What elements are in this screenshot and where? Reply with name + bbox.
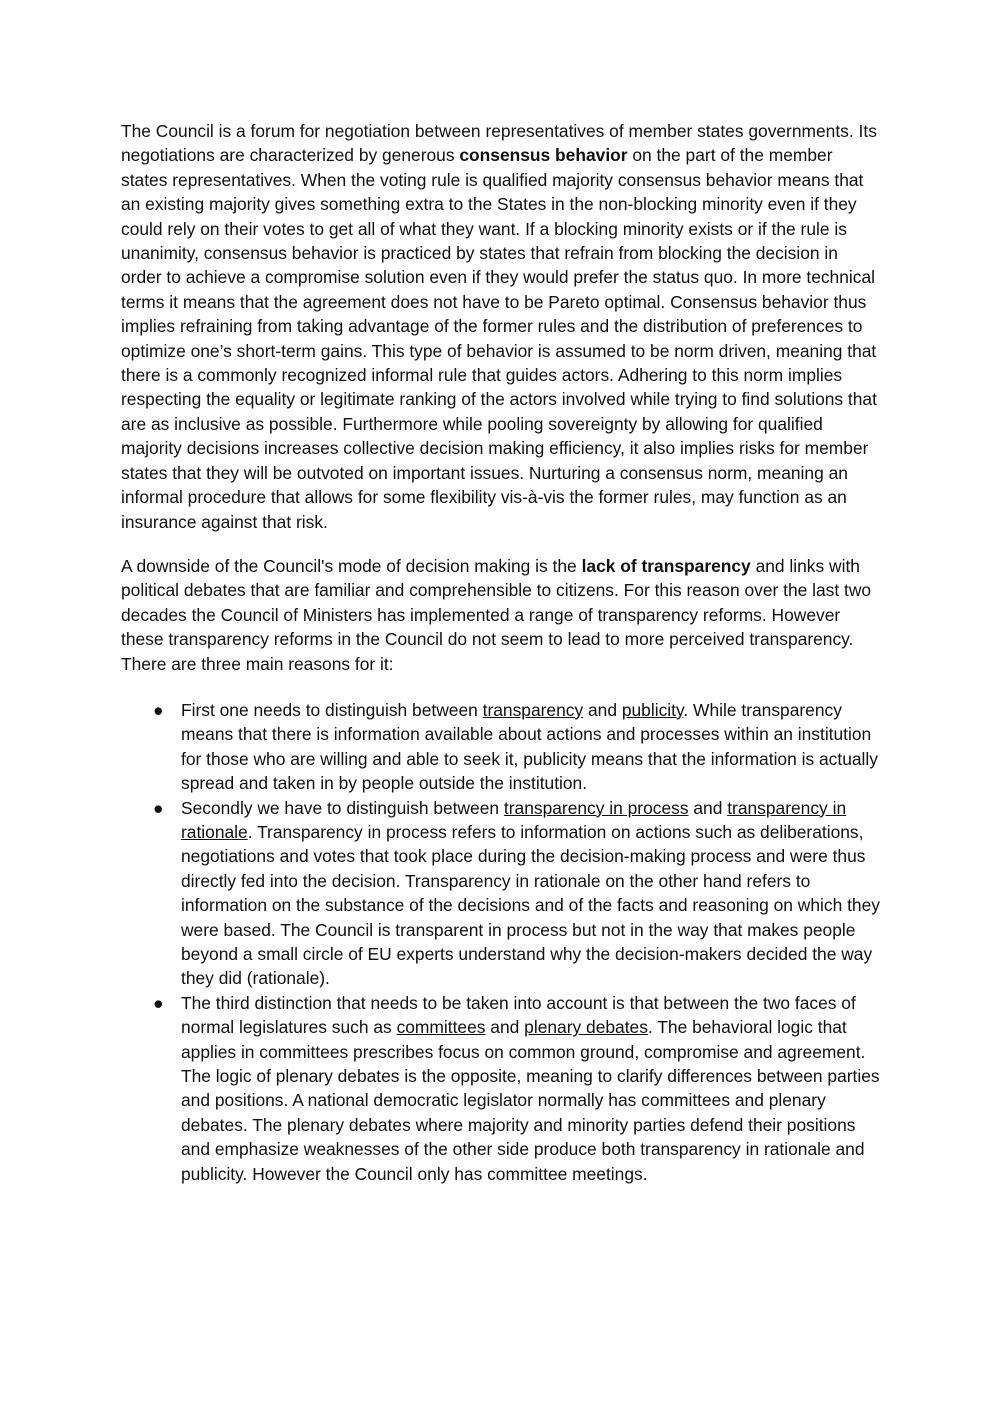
- underlined-term: publicity: [621, 699, 684, 720]
- underlined-term: committees: [396, 1017, 486, 1038]
- list-item-text: . The behavioral logic that applies in committees prescribes focus on common ground, compromise and agreement. The logic of plenary debates is the opposite, meaning to clarify differences between parties and positions. A national democratic legislator normally has committees and plenary debates. The plenary debates where majority and minority parties defend their positions and emphasize weaknesses of the other side produce both transparency in rationale and publicity. However the Council only has committee meetings.: [181, 1017, 880, 1184]
- underlined-term: transparency in process: [503, 797, 689, 818]
- list-item: [121, 796, 881, 991]
- underlined-term: plenary debates: [524, 1017, 648, 1038]
- bullet-icon: ●: [153, 797, 164, 818]
- bullet-icon: ●: [153, 699, 164, 720]
- list-item-text: and: [688, 797, 728, 818]
- bullet-icon: ●: [153, 992, 164, 1013]
- list-item: [121, 991, 881, 1186]
- paragraph-transparency: [121, 554, 881, 676]
- paragraph-consensus: [121, 119, 881, 534]
- paragraph-text: The Council is a forum for negotiation between representatives of member states governments. Its negotiations are characterized by generous: [121, 121, 877, 166]
- bold-term-lack-of-transparency: lack of transparency: [581, 555, 751, 576]
- list-item-text: The third distinction that needs to be taken into account is that between the two faces of normal legislatures such as: [181, 992, 856, 1038]
- list-item-text: . While transparency means that there is information available about actions and processes within an institution for those who are willing and able to seek it, publicity means that the information is actually spread and taken in by people outside the institution.: [181, 699, 878, 794]
- document-page: [121, 119, 881, 1186]
- paragraph-text: A downside of the Council's mode of decision making is the: [121, 555, 582, 576]
- list-item-text: First one needs to distinguish between: [181, 699, 483, 720]
- list-item-text: and: [583, 699, 622, 720]
- underlined-term: transparency in rationale: [181, 797, 847, 842]
- underlined-term: transparency: [482, 699, 584, 720]
- list-item-text: and: [485, 1017, 525, 1038]
- list-item-text: Secondly we have to distinguish between: [181, 797, 504, 818]
- reasons-list: [121, 698, 881, 1186]
- paragraph-text: on the part of the member states representatives. When the voting rule is qualified majority consensus behavior means that an existing majority gives something extra to the States in the non-blocking minority even if they could rely on their votes to get all of what they want. If a blocking minority exists or if the rule is unanimity, consensus behavior is practiced by states that refrain from blocking the decision in order to achieve a compromise solution even if they would prefer the status quo. In more technical terms it means that the agreement does not have to be Pareto optimal. Consensus behavior thus implies refraining from taking advantage of the former rules and the distribution of preferences to optimize one’s short-term gains. This type of behavior is assumed to be norm driven, meaning that there is a commonly recognized informal rule that guides actors. Adhering to this norm implies respecting the equality or legitimate ranking of the actors involved while trying to find solutions that are as inclusive as possible. Furthermore while pooling sovereignty by allowing for qualified majority decisions increases collective decision making efficiency, it also implies risks for member states that they will be outvoted on important issues. Nurturing a consensus norm, meaning an informal procedure that allows for some flexibility vis-à-vis the former rules, may function as an insurance against that risk.: [121, 145, 877, 532]
- bold-term-consensus-behavior: consensus behavior: [459, 145, 628, 166]
- paragraph-text: and links with political debates that are familiar and comprehensible to citizens. For this reason over the last two decades the Council of Ministers has implemented a range of transparency reforms. However these transparency reforms in the Council do not seem to lead to more perceived transparency. There are three main reasons for it:: [121, 555, 872, 674]
- list-item: [121, 698, 881, 796]
- list-item-text: . Transparency in process refers to information on actions such as deliberations, negotiations and votes that took place during the decision-making process and were thus directly fed into the decision. Transparency in rationale on the other hand refers to information on the substance of the decisions and of the facts and reasoning on which they were based. The Council is transparent in process but not in the way that makes people beyond a small circle of EU experts understand why the decision-makers decided the way they did (rationale).: [181, 821, 880, 989]
